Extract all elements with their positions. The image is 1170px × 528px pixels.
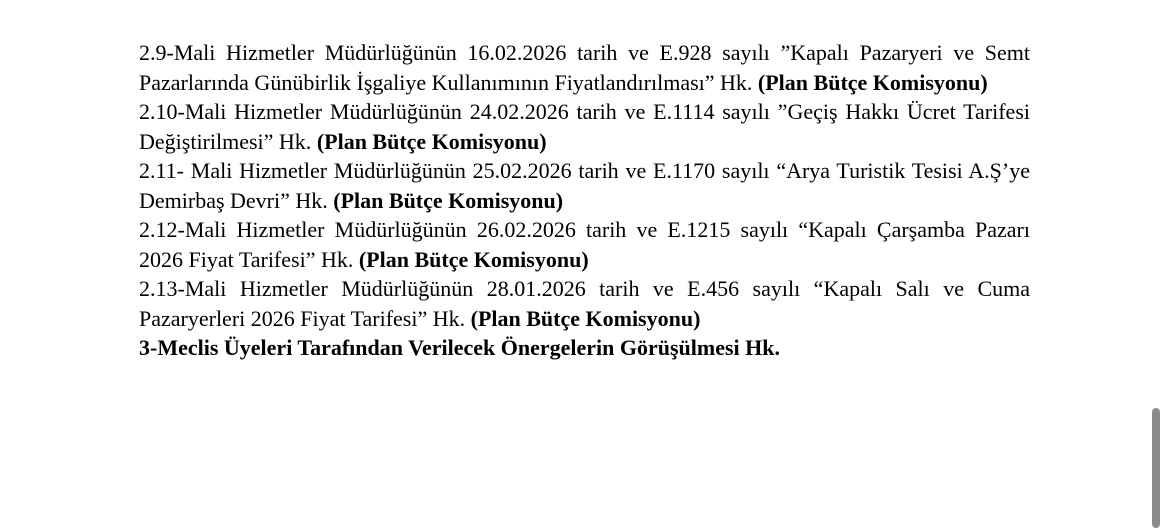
scrollbar-thumb[interactable] [1152,408,1160,528]
committee-label: (Plan Bütçe Komisyonu) [470,305,701,331]
agenda-item-text: 2.12-Mali Hizmetler Müdürlüğünün 26.02.2026 tarih ve E.1215 sayılı “Kapalı Çarşamba Pazarı 2026 Fiyat Tarifesi” Hk. [139,217,1030,272]
agenda-item-2-13 [139,274,1030,333]
agenda-item-text: 2.11- Mali Hizmetler Müdürlüğünün 25.02.2026 tarih ve E.1170 sayılı “Arya Turistik Tesisi A.Ş’ye Demirbaş Devri” Hk. [139,158,1030,213]
committee-label: (Plan Bütçe Komisyonu) [358,246,589,272]
document-page [139,38,1030,363]
agenda-item-2-9 [139,38,1030,97]
committee-label: (Plan Bütçe Komisyonu) [333,187,564,213]
agenda-item-2-10 [139,97,1030,156]
agenda-item-2-12 [139,215,1030,274]
section-heading: 3-Meclis Üyeleri Tarafından Verilecek Önergelerin Görüşülmesi Hk. [139,335,780,360]
committee-label: (Plan Bütçe Komisyonu) [316,128,547,154]
committee-label: (Plan Bütçe Komisyonu) [757,69,988,95]
agenda-item-text: 2.13-Mali Hizmetler Müdürlüğünün 28.01.2026 tarih ve E.456 sayılı “Kapalı Salı ve Cuma Pazaryerleri 2026 Fiyat Tarifesi” Hk. [139,276,1030,331]
agenda-item-text: 2.10-Mali Hizmetler Müdürlüğünün 24.02.2026 tarih ve E.1114 sayılı ”Geçiş Hakkı Ücret Tarifesi Değiştirilmesi” Hk. [139,99,1030,154]
agenda-item-2-11 [139,156,1030,215]
agenda-item-text: 2.9-Mali Hizmetler Müdürlüğünün 16.02.2026 tarih ve E.928 sayılı ”Kapalı Pazaryeri ve Semt Pazarlarında Günübirlik İşgaliye Kullanımının Fiyatlandırılması” Hk. [139,40,1030,95]
